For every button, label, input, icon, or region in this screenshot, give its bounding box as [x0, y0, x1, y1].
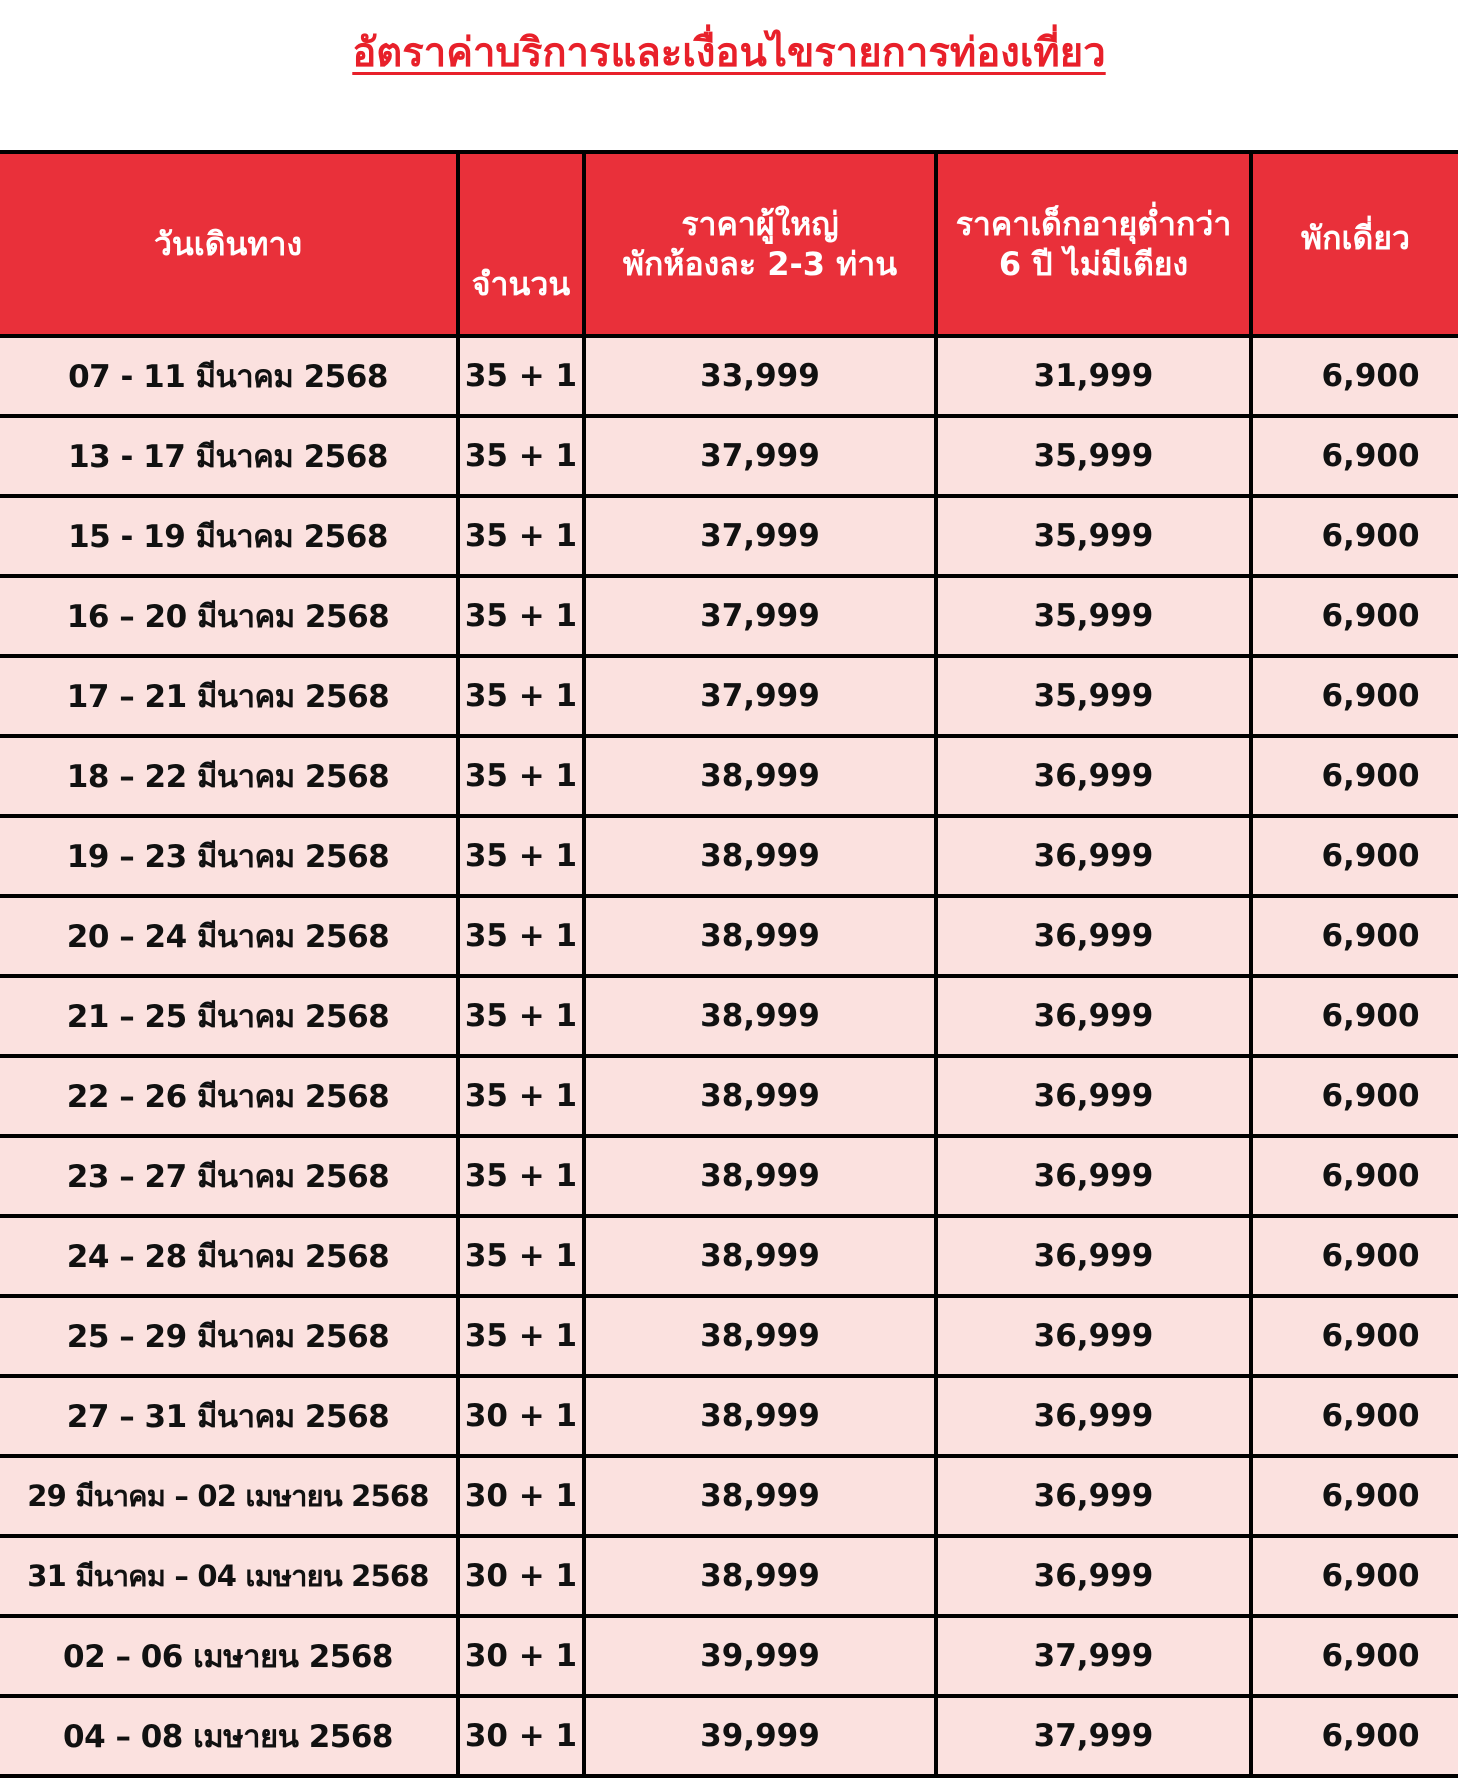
cell-child-price: 35,999	[936, 656, 1251, 736]
cell-date: 23 – 27 มีนาคม 2568	[0, 1136, 458, 1216]
cell-adult-price: 38,999	[584, 1536, 936, 1616]
cell-child-price: 31,999	[936, 336, 1251, 416]
cell-date: 18 – 22 มีนาคม 2568	[0, 736, 458, 816]
cell-adult-price: 37,999	[584, 576, 936, 656]
table-row	[0, 736, 1458, 816]
cell-single-supplement: 6,900	[1251, 1376, 1458, 1456]
cell-date: 21 – 25 มีนาคม 2568	[0, 976, 458, 1056]
cell-adult-price: 38,999	[584, 736, 936, 816]
cell-count: 35 + 1	[458, 1136, 584, 1216]
cell-date: 20 – 24 มีนาคม 2568	[0, 896, 458, 976]
cell-date: 16 – 20 มีนาคม 2568	[0, 576, 458, 656]
header-adult-line2: พักห้องละ 2-3 ท่าน	[622, 245, 898, 283]
table-row	[0, 1296, 1458, 1376]
cell-single-supplement: 6,900	[1251, 816, 1458, 896]
table-row	[0, 656, 1458, 736]
cell-single-supplement: 6,900	[1251, 976, 1458, 1056]
cell-count: 30 + 1	[458, 1456, 584, 1536]
table-header-row	[0, 152, 1458, 336]
price-table	[0, 150, 1458, 1778]
cell-adult-price: 38,999	[584, 1216, 936, 1296]
table-row	[0, 1536, 1458, 1616]
cell-count: 35 + 1	[458, 496, 584, 576]
cell-date: 17 – 21 มีนาคม 2568	[0, 656, 458, 736]
cell-count: 35 + 1	[458, 896, 584, 976]
cell-adult-price: 38,999	[584, 816, 936, 896]
cell-single-supplement: 6,900	[1251, 496, 1458, 576]
cell-single-supplement: 6,900	[1251, 336, 1458, 416]
header-child-price	[936, 152, 1251, 336]
cell-child-price: 37,999	[936, 1696, 1251, 1776]
cell-count: 35 + 1	[458, 336, 584, 416]
cell-adult-price: 33,999	[584, 336, 936, 416]
table-row	[0, 1376, 1458, 1456]
cell-child-price: 36,999	[936, 816, 1251, 896]
cell-child-price: 36,999	[936, 1056, 1251, 1136]
table-row	[0, 976, 1458, 1056]
cell-child-price: 35,999	[936, 416, 1251, 496]
cell-child-price: 35,999	[936, 576, 1251, 656]
cell-single-supplement: 6,900	[1251, 1536, 1458, 1616]
cell-count: 30 + 1	[458, 1616, 584, 1696]
cell-date: 04 – 08 เมษายน 2568	[0, 1696, 458, 1776]
cell-single-supplement: 6,900	[1251, 1216, 1458, 1296]
cell-single-supplement: 6,900	[1251, 656, 1458, 736]
header-count: จำนวน	[458, 152, 584, 336]
cell-date: 25 – 29 มีนาคม 2568	[0, 1296, 458, 1376]
table-row	[0, 576, 1458, 656]
cell-adult-price: 39,999	[584, 1696, 936, 1776]
cell-adult-price: 38,999	[584, 1456, 936, 1536]
cell-child-price: 36,999	[936, 1456, 1251, 1536]
cell-adult-price: 38,999	[584, 1056, 936, 1136]
cell-single-supplement: 6,900	[1251, 736, 1458, 816]
table-row	[0, 1696, 1458, 1776]
cell-date: 02 – 06 เมษายน 2568	[0, 1616, 458, 1696]
cell-date: 27 – 31 มีนาคม 2568	[0, 1376, 458, 1456]
cell-child-price: 36,999	[936, 1216, 1251, 1296]
table-row	[0, 896, 1458, 976]
cell-date: 15 - 19 มีนาคม 2568	[0, 496, 458, 576]
cell-date: 07 - 11 มีนาคม 2568	[0, 336, 458, 416]
cell-adult-price: 38,999	[584, 976, 936, 1056]
cell-count: 30 + 1	[458, 1376, 584, 1456]
cell-count: 35 + 1	[458, 576, 584, 656]
header-child-line1: ราคาเด็กอายุต่ำกว่า	[955, 205, 1232, 243]
cell-date: 22 – 26 มีนาคม 2568	[0, 1056, 458, 1136]
cell-child-price: 36,999	[936, 896, 1251, 976]
table-row	[0, 416, 1458, 496]
cell-adult-price: 38,999	[584, 1136, 936, 1216]
cell-adult-price: 37,999	[584, 496, 936, 576]
cell-count: 30 + 1	[458, 1696, 584, 1776]
cell-date: 31 มีนาคม – 04 เมษายน 2568	[0, 1536, 458, 1616]
cell-single-supplement: 6,900	[1251, 1056, 1458, 1136]
header-adult-price	[584, 152, 936, 336]
cell-count: 35 + 1	[458, 1056, 584, 1136]
cell-child-price: 36,999	[936, 1536, 1251, 1616]
cell-count: 35 + 1	[458, 656, 584, 736]
cell-single-supplement: 6,900	[1251, 896, 1458, 976]
cell-adult-price: 38,999	[584, 1296, 936, 1376]
cell-single-supplement: 6,900	[1251, 1456, 1458, 1536]
page-title: อัตราค่าบริการและเงื่อนไขรายการท่องเที่ยว	[352, 30, 1106, 76]
cell-single-supplement: 6,900	[1251, 1296, 1458, 1376]
cell-child-price: 37,999	[936, 1616, 1251, 1696]
cell-count: 35 + 1	[458, 416, 584, 496]
cell-single-supplement: 6,900	[1251, 416, 1458, 496]
table-row	[0, 1056, 1458, 1136]
cell-date: 13 - 17 มีนาคม 2568	[0, 416, 458, 496]
cell-count: 35 + 1	[458, 816, 584, 896]
header-child-line2: 6 ปี ไม่มีเตียง	[998, 245, 1189, 283]
table-row	[0, 1456, 1458, 1536]
table-row	[0, 1136, 1458, 1216]
cell-date: 19 – 23 มีนาคม 2568	[0, 816, 458, 896]
cell-adult-price: 37,999	[584, 656, 936, 736]
table-row	[0, 496, 1458, 576]
cell-adult-price: 37,999	[584, 416, 936, 496]
header-adult-line1: ราคาผู้ใหญ่	[681, 205, 839, 243]
cell-date: 24 – 28 มีนาคม 2568	[0, 1216, 458, 1296]
cell-adult-price: 38,999	[584, 1376, 936, 1456]
table-row	[0, 1616, 1458, 1696]
cell-count: 35 + 1	[458, 976, 584, 1056]
header-single-supplement: พักเดี่ยว	[1251, 152, 1458, 336]
cell-date: 29 มีนาคม – 02 เมษายน 2568	[0, 1456, 458, 1536]
cell-adult-price: 39,999	[584, 1616, 936, 1696]
cell-child-price: 36,999	[936, 736, 1251, 816]
cell-count: 35 + 1	[458, 736, 584, 816]
table-row	[0, 336, 1458, 416]
cell-child-price: 35,999	[936, 496, 1251, 576]
cell-count: 35 + 1	[458, 1296, 584, 1376]
cell-count: 35 + 1	[458, 1216, 584, 1296]
cell-child-price: 36,999	[936, 976, 1251, 1056]
cell-single-supplement: 6,900	[1251, 576, 1458, 656]
cell-child-price: 36,999	[936, 1376, 1251, 1456]
table-row	[0, 816, 1458, 896]
table-row	[0, 1216, 1458, 1296]
cell-single-supplement: 6,900	[1251, 1136, 1458, 1216]
cell-child-price: 36,999	[936, 1136, 1251, 1216]
cell-adult-price: 38,999	[584, 896, 936, 976]
cell-child-price: 36,999	[936, 1296, 1251, 1376]
cell-count: 30 + 1	[458, 1536, 584, 1616]
cell-single-supplement: 6,900	[1251, 1696, 1458, 1776]
cell-single-supplement: 6,900	[1251, 1616, 1458, 1696]
header-date: วันเดินทาง	[0, 152, 458, 336]
